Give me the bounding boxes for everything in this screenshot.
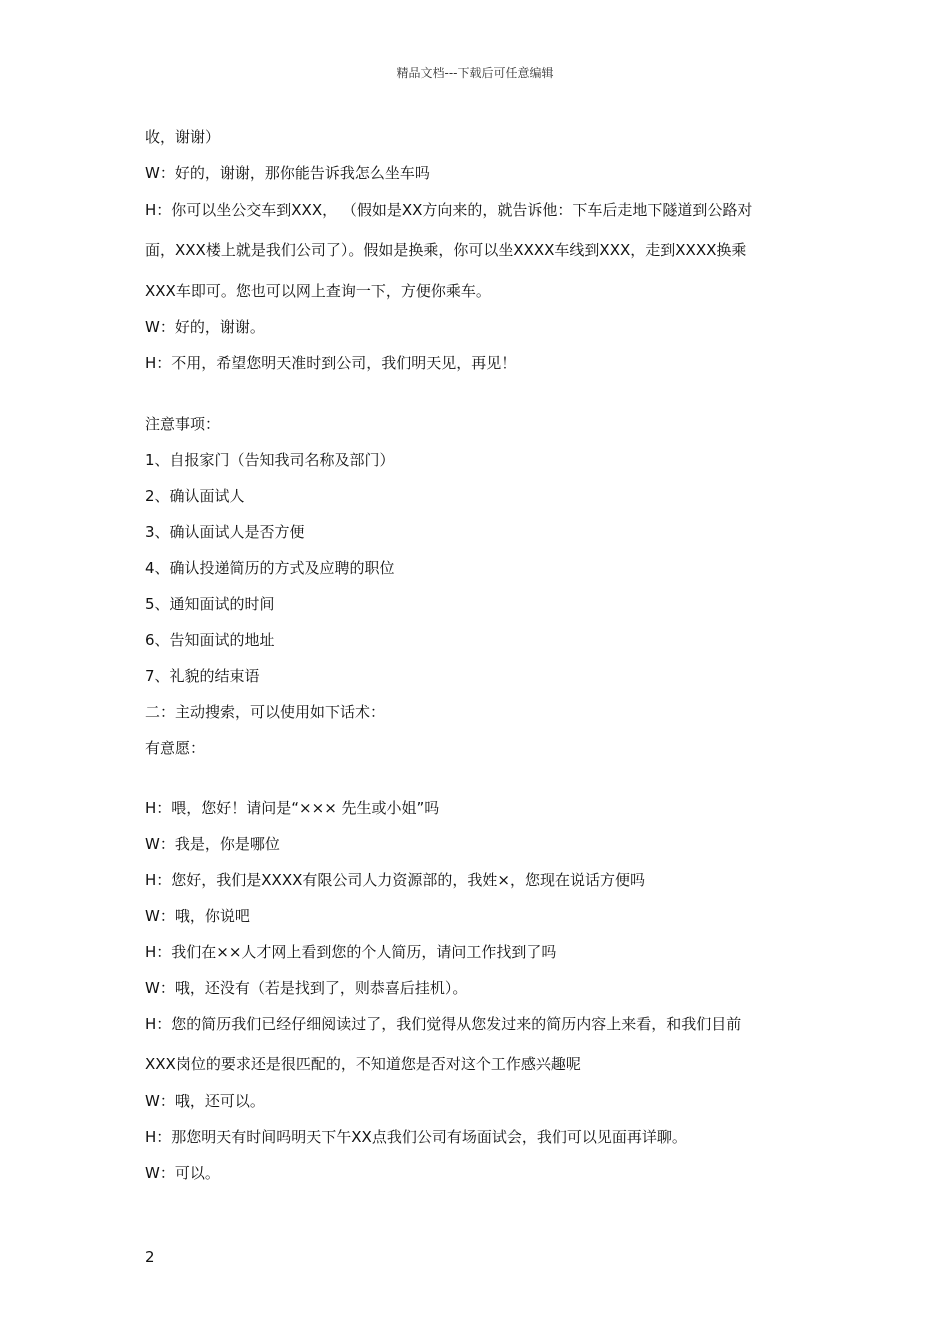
text-line: W：可以。 <box>145 1164 220 1182</box>
list-item: 7、礼貌的结束语 <box>145 667 260 685</box>
text-line: W：哦，还可以。 <box>145 1092 265 1110</box>
text-line: XXX岗位的要求还是很匹配的，不知道您是否对这个工作感兴趣呢 <box>145 1055 581 1073</box>
list-item: 4、确认投递简历的方式及应聘的职位 <box>145 559 395 577</box>
text-line: H：您的简历我们已经仔细阅读过了，我们觉得从您发过来的简历内容上来看，和我们目前 <box>145 1015 742 1033</box>
text-line: H：不用，希望您明天准时到公司，我们明天见，再见！ <box>145 354 517 372</box>
list-item: 2、确认面试人 <box>145 487 245 505</box>
text-line: 收，谢谢） <box>145 128 221 146</box>
text-line: W：好的，谢谢，那你能告诉我怎么坐车吗 <box>145 164 430 182</box>
subheading: 有意愿： <box>145 739 206 757</box>
text-line: H：我们在××人才网上看到您的个人简历，请问工作找到了吗 <box>145 943 557 961</box>
text-line: H：喂，您好！请问是“××× 先生或小姐”吗 <box>145 799 440 817</box>
text-line: XXX车即可。您也可以网上查询一下，方便你乘车。 <box>145 282 491 300</box>
text-line: H：您好，我们是XXXX有限公司人力资源部的，我姓×，您现在说话方便吗 <box>145 871 645 889</box>
text-line: 面，XXX楼上就是我们公司了）。假如是换乘，你可以坐XXXX车线到XXX，走到XXXX换乘 <box>145 241 747 259</box>
list-item: 3、确认面试人是否方便 <box>145 523 305 541</box>
text-line: W：我是，你是哪位 <box>145 835 280 853</box>
page-number: 2 <box>145 1248 155 1266</box>
list-item: 1、自报家门（告知我司名称及部门） <box>145 451 395 469</box>
section-heading: 注意事项： <box>145 415 221 433</box>
section-heading: 二：主动搜索，可以使用如下话术： <box>145 703 386 721</box>
list-item: 5、通知面试的时间 <box>145 595 275 613</box>
text-line: H：你可以坐公交车到XXX， （假如是XX方向来的，就告诉他：下车后走地下隧道到公路对 <box>145 201 753 219</box>
list-item: 6、告知面试的地址 <box>145 631 275 649</box>
page-header: 精品文档---下载后可任意编辑 <box>396 66 554 80</box>
text-line: W：哦，你说吧 <box>145 907 250 925</box>
text-line: W：好的，谢谢。 <box>145 318 265 336</box>
text-line: W：哦，还没有（若是找到了，则恭喜后挂机）。 <box>145 979 468 997</box>
text-line: H：那您明天有时间吗明天下午XX点我们公司有场面试会，我们可以见面再详聊。 <box>145 1128 687 1146</box>
